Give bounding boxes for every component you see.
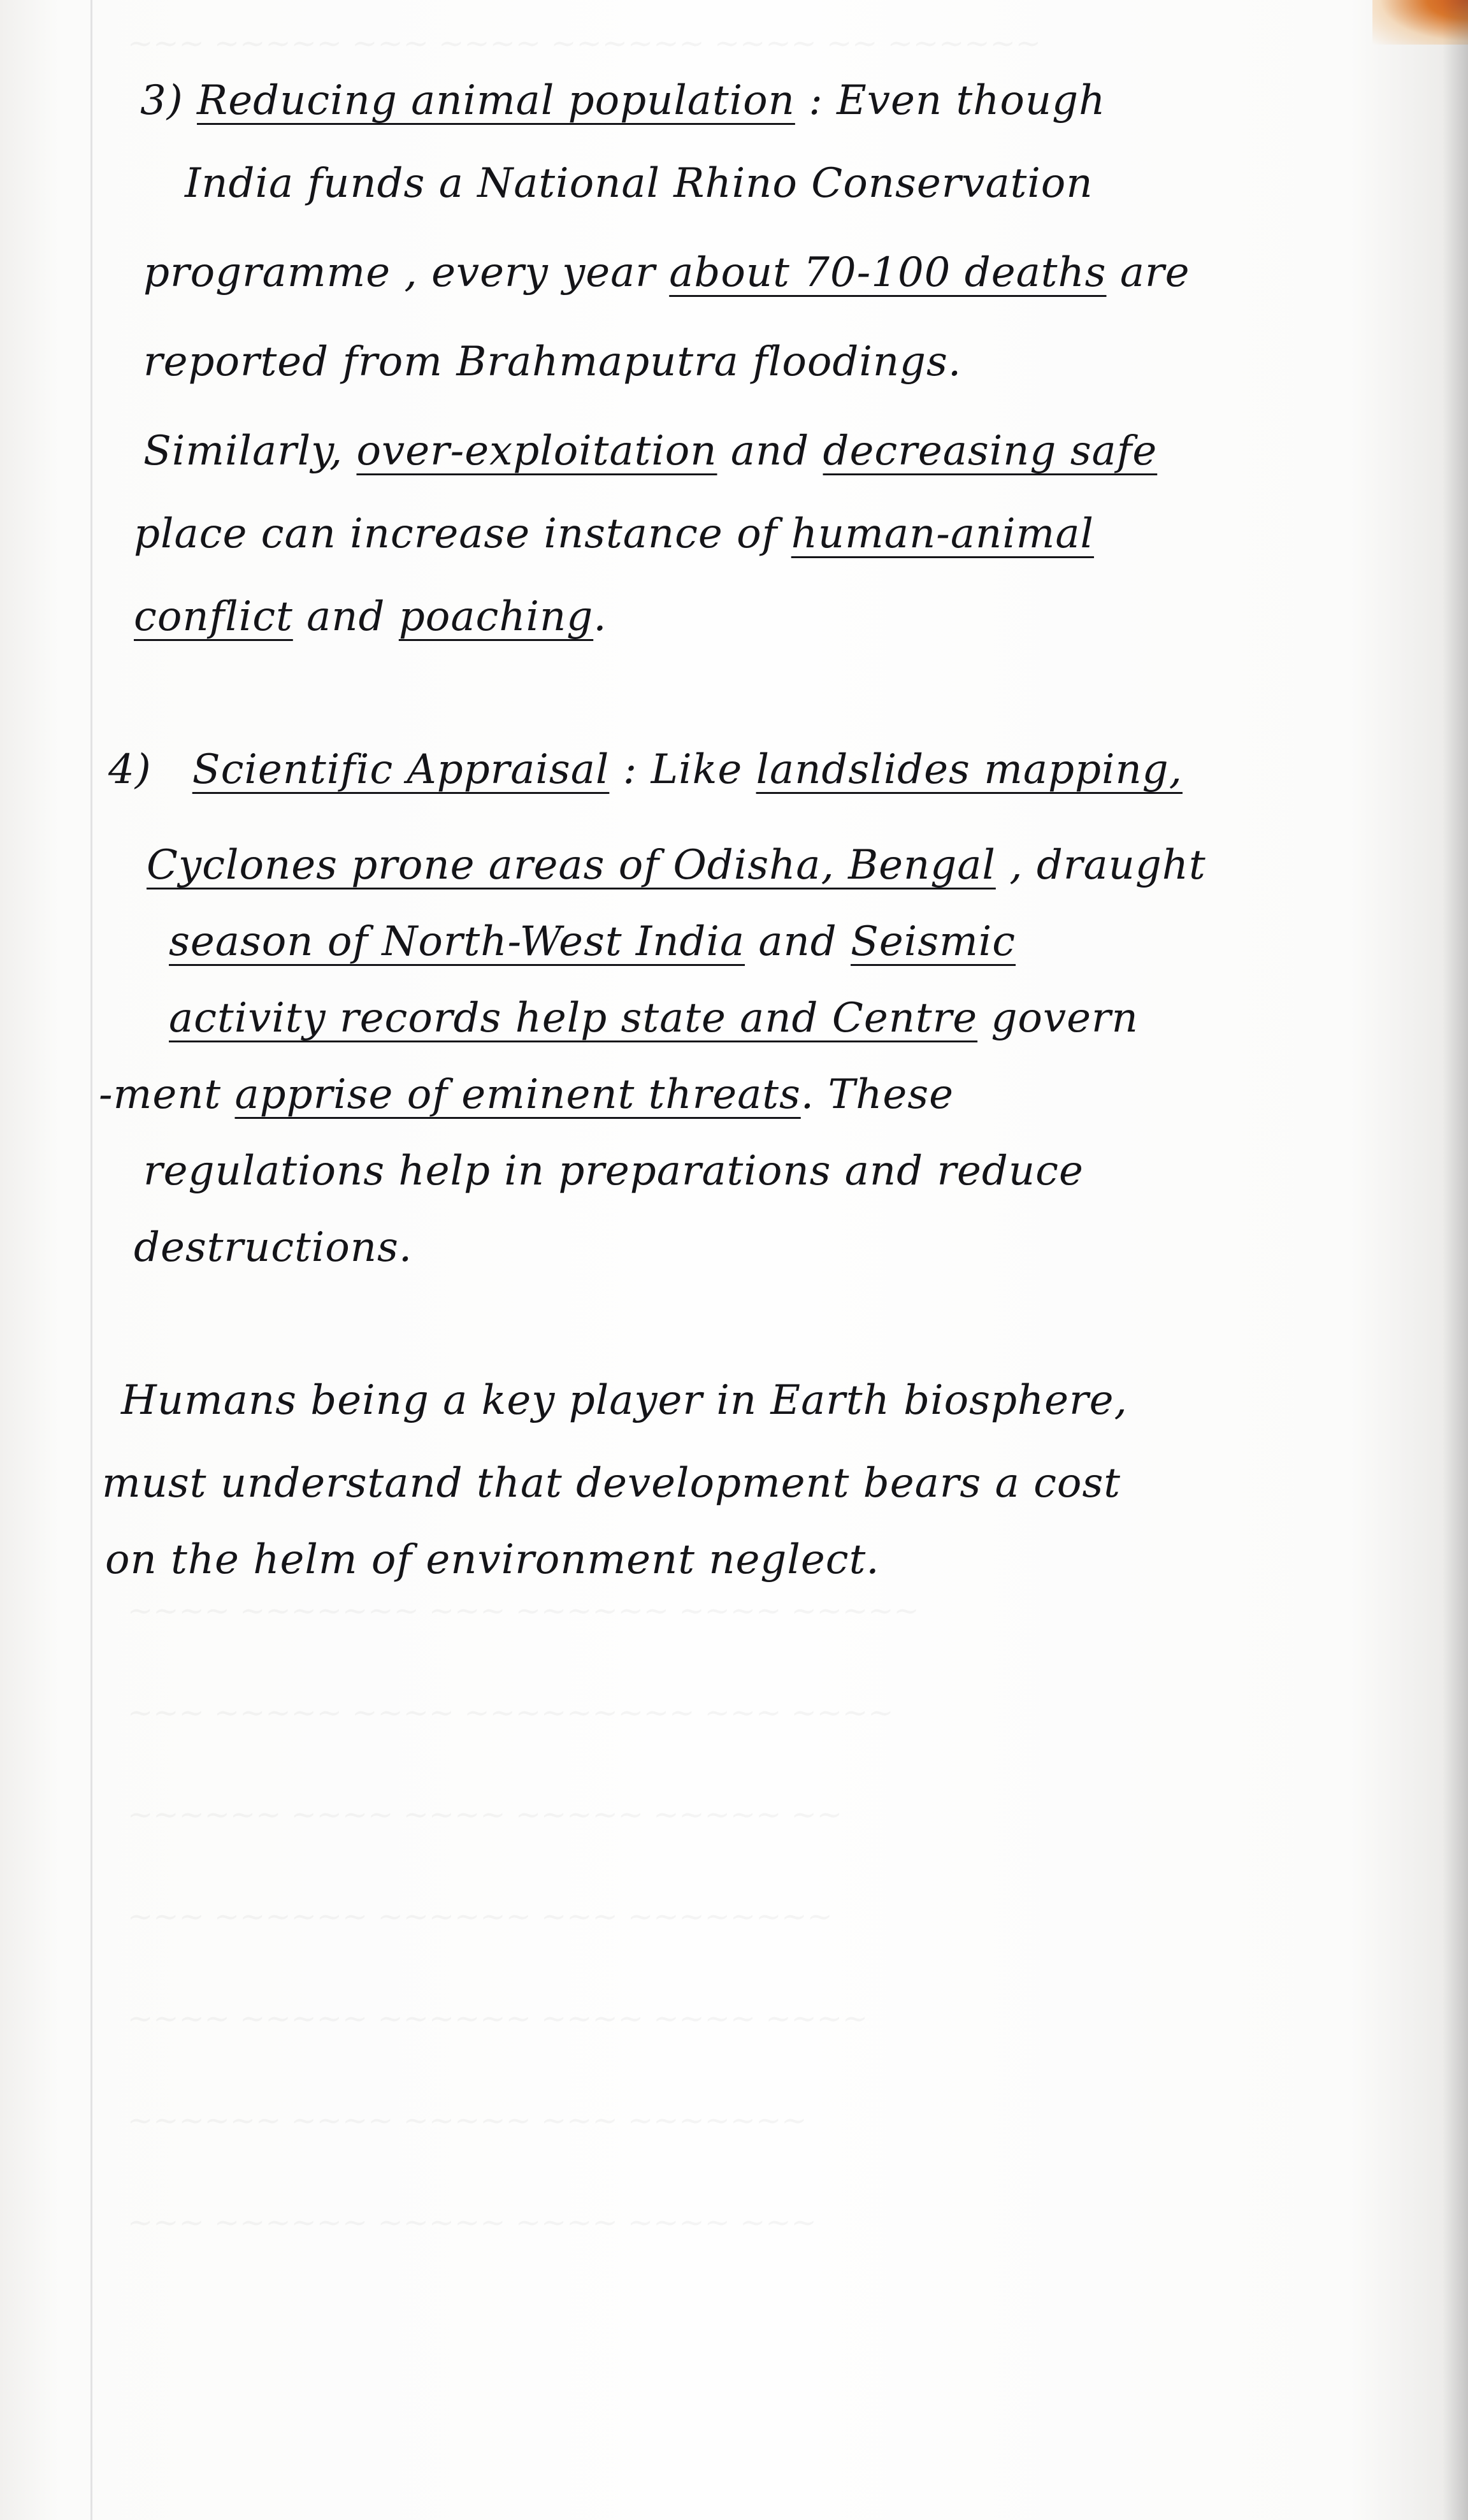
point3-line-6 [134, 508, 1094, 559]
bleed-through-decoration: ~~~~ ~~~~~~~ ~~~ ~~~~~~ ~~~~ ~~~~~ [127, 1593, 919, 1629]
point4-line-7: destructions. [134, 1224, 413, 1271]
line-text: , draught [995, 842, 1206, 889]
line-text: and [717, 428, 823, 475]
underlined-phrase: about 70-100 deaths [669, 249, 1107, 296]
underlined-phrase: conflict [134, 593, 293, 640]
underlined-phrase: poaching [398, 593, 594, 640]
point3-line-2: India funds a National Rhino Conservation [185, 160, 1093, 207]
point4-line-5 [99, 1069, 954, 1120]
point3-line-4: reported from Brahmaputra floodings. [143, 338, 962, 385]
underlined-phrase: decreasing safe [823, 428, 1158, 475]
point4-number: 4) [108, 746, 152, 793]
point4-line-3 [169, 916, 1016, 967]
bleed-through-decoration: ~~~~ ~~~~~ ~~~~~~ ~~~~ ~~~~ ~~~~ [127, 2001, 868, 2036]
bleed-through-decoration: ~~~ ~~~~~ ~~~~ ~~~~~~~~~ ~~~ ~~~~ [127, 1695, 894, 1731]
bleed-through-decoration: ~~~ ~~~~~~ ~~~~~~ ~~~ ~~~~~~~~ [127, 1899, 833, 1934]
point3-line-7 [134, 591, 607, 642]
underlined-phrase: activity records help state and Centre [169, 995, 978, 1042]
underlined-phrase: human-animal [791, 510, 1094, 558]
point3-line-5 [143, 426, 1157, 477]
page-edge-shadow [1443, 0, 1468, 2520]
line-text: and [292, 593, 399, 640]
conclusion-line-1: Humans being a key player in Earth biosphere, [121, 1377, 1128, 1424]
bleed-through-decoration: ~~~ ~~~~~ ~~~ ~~~~ ~~~~~~ ~~~~ ~~ ~~~~~~ [127, 25, 1042, 61]
underlined-phrase: landslides mapping, [756, 746, 1183, 793]
point3-line-1 [140, 75, 1105, 126]
line-text: . [593, 593, 607, 640]
point4-line-1 [108, 744, 1183, 795]
point3-number: 3) [140, 77, 184, 124]
conclusion-line-3: on the helm of environment neglect. [105, 1536, 880, 1583]
line-text: are [1106, 249, 1190, 296]
line-text: -ment [99, 1071, 235, 1118]
conclusion-line-2: must understand that development bears a cost [102, 1460, 1121, 1507]
bleed-through-decoration: ~~~~~~ ~~~~ ~~~~~ ~~~ ~~~~~~~ [127, 2103, 807, 2138]
line-text: Similarly, [143, 428, 357, 475]
bleed-through-decoration: ~~~~~~ ~~~~ ~~~~ ~~~~~ ~~~~~ ~~ [127, 1797, 842, 1832]
point3-heading-rest: : Even though [795, 77, 1106, 124]
point4-line-4 [169, 993, 1139, 1044]
point4-line-2 [147, 840, 1206, 891]
line-text: : Like [609, 746, 756, 793]
underlined-phrase: Seismic [851, 918, 1016, 965]
underlined-phrase: season of North-West India [169, 918, 745, 965]
line-text: place can increase instance of [134, 510, 791, 558]
point3-line-3 [143, 247, 1190, 298]
underlined-phrase: over-exploitation [356, 428, 717, 475]
margin-line [90, 0, 92, 2520]
underlined-phrase: apprise of eminent threats [234, 1071, 801, 1118]
line-text: and [745, 918, 851, 965]
point4-line-6: regulations help in preparations and reduce [143, 1148, 1084, 1195]
line-text: programme , every year [143, 249, 670, 296]
line-text: govern [977, 995, 1139, 1042]
line-text: . These [800, 1071, 954, 1118]
point4-heading: Scientific Appraisal [192, 746, 610, 793]
bleed-through-decoration: ~~~ ~~~~~~ ~~~~~ ~~~~ ~~~~ ~~~ [127, 2205, 817, 2240]
point3-heading: Reducing animal population [197, 77, 795, 124]
underlined-phrase: Cyclones prone areas of Odisha, Bengal [147, 842, 996, 889]
